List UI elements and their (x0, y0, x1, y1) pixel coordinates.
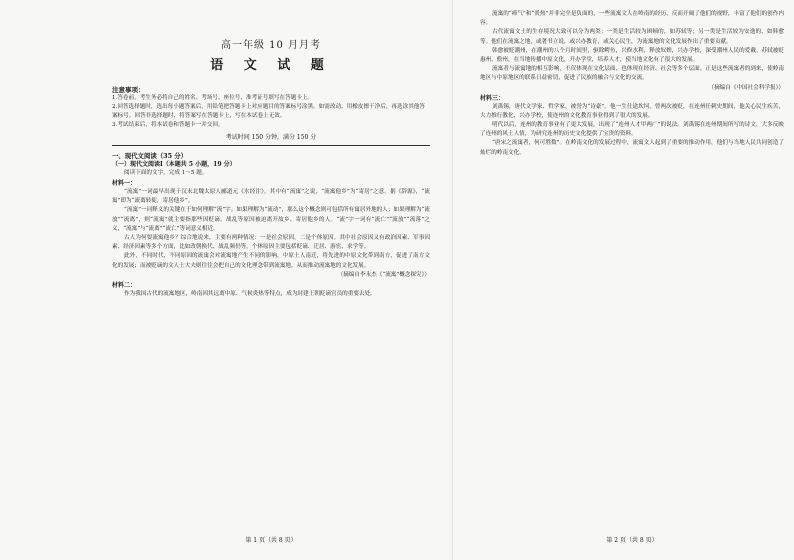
page-footer: 第 2 页（共 8 页） (606, 537, 658, 544)
reading-instruction: 阅读下面的文字，完成 1～5 题。 (124, 170, 208, 176)
material-paragraph: “唐宋之流寓者，何可胜数”。在岭南文化的发展过程中，流寓文人起到了重要的推动作用，他们与当地人民共同创造了灿烂的岭南文化。 (480, 140, 784, 156)
note-item: 1.答卷前，考生务必将自己的姓名、考场号、座位号、准考证号填写在答题卡上。 (112, 95, 314, 101)
material-paragraph: 流寓者与流寓地的相互影响，不仅体现在文化层面，也体现在经济、社会等多个层面。正是这些流寓者的到来，使岭南地区与中原地区的联系日益密切，促进了民族的融合与文化的交流。 (480, 66, 784, 82)
material-paragraph: 古人为何要流寓他乡？综合地说来，主要有两种情况：一是社会原因，二是个体原因。其中社会原因又有政治因素、军事因素、经济因素等多个方面，比如改朝换代、战乱频仍等。个体原因主要包括贬谪、迁居、游宦、求学等。 (112, 235, 430, 251)
material-source: （摘编自李永杰《“流寓”概念探究》） (337, 271, 430, 278)
material-paragraph: 刘禹锡，唐代文学家、哲学家，被誉为“诗豪”。他一生仕途坎坷，曾两次被贬，在连州任刺史期间，他关心民生疾苦，大力推行教化，兴办学校，使连州的文化教育事业得到了很大的发展。 (480, 103, 784, 119)
material-three-label: 材料三： (480, 94, 505, 102)
subsection-heading: （一）现代文阅读Ⅰ（本题共 5 小题，19 分） (112, 161, 236, 168)
material-paragraph: 此外，不同时代，不同原因的流寓会对流寓地产生不同的影响。中原士人南迁，将先进的中原文化带到南方，促进了南方文化的发展；而被贬谪的文人士大夫则往往会把自己的文化理念带到流寓地，从而推动流寓地的文化发展。 (112, 253, 430, 269)
section-heading: 一、现代文阅读（35 分） (112, 152, 188, 160)
page-fold-line (452, 0, 453, 560)
exam-time-line: 考试时间 150 分钟，满分 150 分 (225, 134, 317, 141)
material-paragraph: “流寓”一词最早出现于汉末北魏太原人郦道元《水经注》。其中有“流寓”之说，“流寓他乡”为“寄居”之意。据《辞源》，“流寓”即为“流离转徙，寄居他乡”。 (112, 189, 430, 205)
note-item: 3.考试结束后，将本试卷和答题卡一并交回。 (112, 122, 224, 128)
page-footer: 第 1 页（共 8 页） (245, 537, 297, 544)
notes-heading: 注意事项： (112, 86, 145, 94)
material-source: （摘编自《中国社会科学报》） (708, 84, 784, 91)
exam-title: 高一年级 10 月月考 (220, 40, 322, 51)
material-paragraph: 古代流寓文士的生存境况大致可以分为两类：一类是生活较为困顿的，如苏轼等；另一类是生活较为安逸的，如韩愈等。他们在流寓之地，或著书立说，或兴办教育，或关心民生，为流寓地的文化发展作出了重要贡献。 (480, 29, 784, 45)
material-paragraph: “流寓”一词释义的关键在于如何理解“流”字。如果理解为“流动”，那么这个概念则可包括所有寓居外地的人；如果理解为“流放”“流离”，则“流寓”就主要指那些因贬谪、战乱等原因被迫离开故乡、寄居他乡的人。“流”字一词有“流亡”“流放”“流落”之义，“流寓”与“流离”“流亡”等词意义相近。 (112, 207, 430, 232)
material-two-label: 材料二： (112, 281, 137, 289)
material-paragraph: 作为我国古代的流寓地区，岭南因其远离中原、气候炎热等特点，成为封建王朝贬谪官员的重要去处。 (124, 290, 376, 297)
material-paragraph: 明代以后，连州的教育事业有了更大发展，出现了“连州人才甲两广”的说法。刘禹锡在连州期间所写的诗文，大多反映了连州的风土人情，为研究连州的历史文化提供了宝贵的资料。 (480, 122, 784, 138)
material-paragraph: 韩愈被贬潮州，在潮州的八个月时间里，驱除鳄鱼，兴修水利，释放奴婢，兴办学校，深受潮州人民的爱戴。苏轼被贬惠州、儋州，在当地传播中原文化，开办学堂，培养人才，使当地文化有了很大的发展。 (480, 47, 784, 64)
exam-subject: 语 文 试 题 (210, 58, 332, 73)
left-page (112, 8, 430, 548)
right-page (480, 8, 784, 548)
divider (112, 145, 430, 146)
material-paragraph: 流寓的“瘴气”和“炎热”并非完全是负面的，一些流寓文人在岭南的经历，反而开阔了他们的视野，丰富了他们的创作内容。 (480, 11, 784, 27)
note-item: 2.回答选择题时，选出每小题答案后，用铅笔把答题卡上对应题目的答案标号涂黑。如需改动，用橡皮擦干净后，再选涂其他答案标号。回答非选择题时，将答案写在答题卡上，写在本试卷上无效。 (112, 104, 425, 119)
material-one-label: 材料一： (112, 180, 137, 187)
